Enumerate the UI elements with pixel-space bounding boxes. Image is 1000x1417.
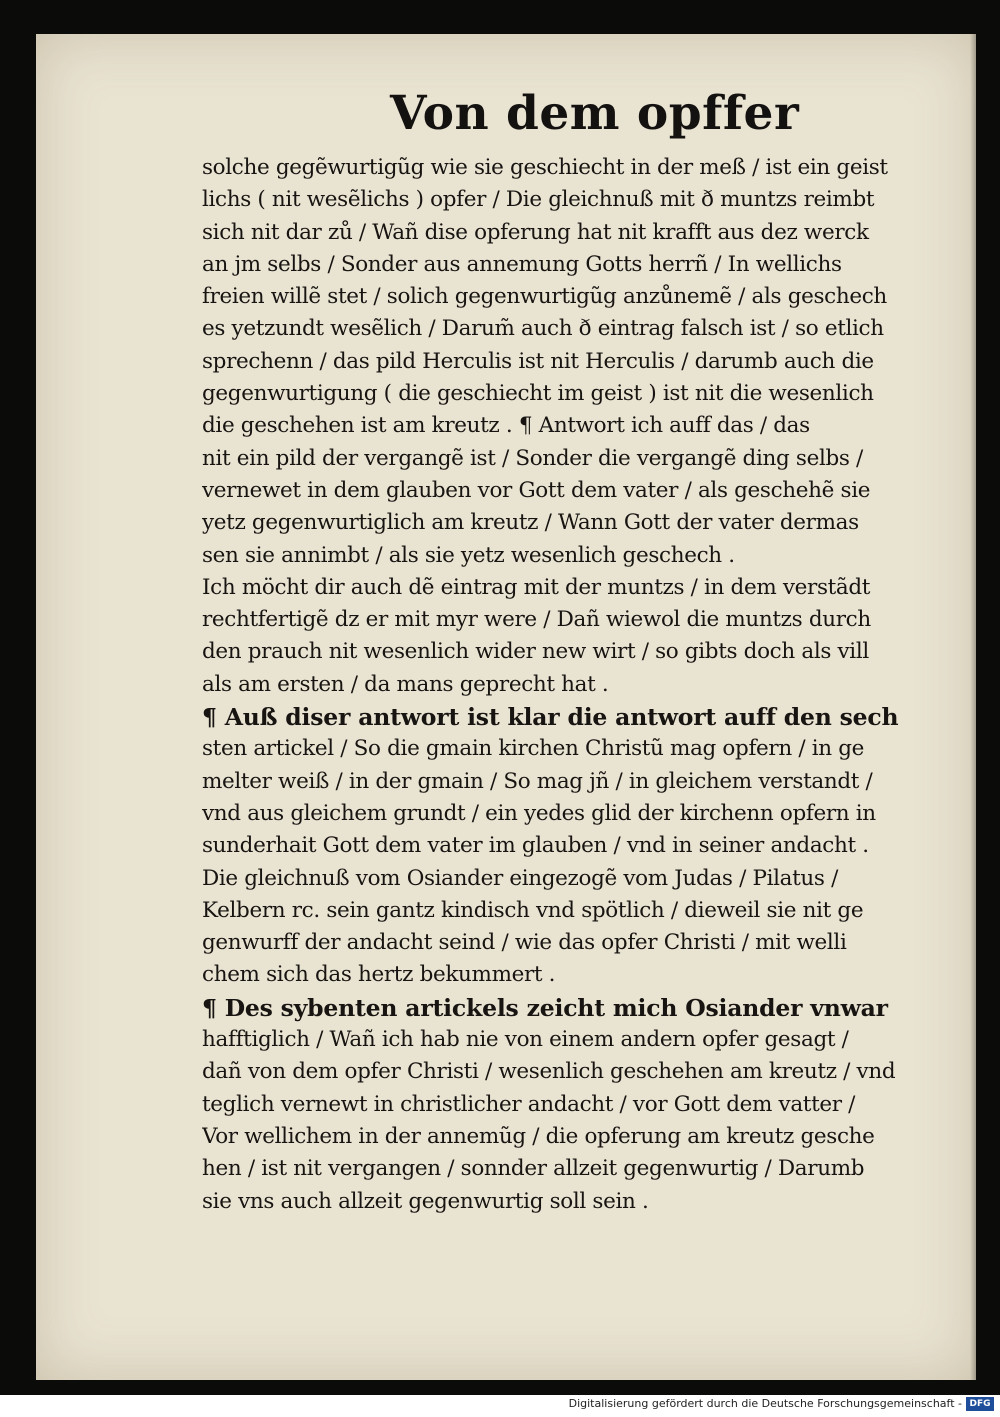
text-line: Die gleichnuß vom Osiander eingezogẽ vom Judas / Pilatus / [202, 865, 838, 891]
text-line: sunderhait Gott dem vater im glauben / vnd in seiner andacht . [202, 833, 869, 859]
text-line: sen sie annimbt / als sie yetz wesenlich geschech . [202, 542, 735, 568]
text-line: vernewet in dem glauben vor Gott dem vater / als geschehẽ sie [202, 477, 871, 503]
dfg-logo: DFG [966, 1397, 994, 1411]
text-line: hen / ist nit vergangen / sonnder allzeit gegenwurtig / Darumb [202, 1156, 865, 1182]
text-line: vnd aus gleichem grundt / ein yedes glid der kirchenn opfern in [202, 800, 876, 826]
text-line: solche gegẽwurtigũg wie sie geschiecht in der meß / ist ein geist [202, 155, 888, 180]
text-line: die geschehen ist am kreutz . ¶ Antwort ich auff das / das [202, 413, 810, 439]
text-line: Kelbern rc. sein gantz kindisch vnd spötlich / dieweil sie nit ge [202, 897, 864, 923]
text-line: lichs ( nit wesẽlichs ) opfer / Die gleichnuß mit ð muntzs reimbt [202, 187, 875, 213]
text-line: sie vns auch allzeit gegenwurtig soll sein . [202, 1188, 649, 1214]
text-line: hafftiglich / Wañ ich hab nie von einem andern opfer gesagt / [202, 1027, 849, 1053]
text-line: sich nit dar zů / Wañ dise opferung hat nit krafft aus dez werck [202, 219, 869, 245]
running-head: Von dem opffer [390, 86, 800, 141]
text-line: es yetzundt wesẽlich / Darum̃ auch ð eintrag falsch ist / so etlich [202, 316, 884, 342]
text-line: Vor wellichem in der annemũg / die opferung am kreutz gesche [202, 1123, 875, 1149]
text-line: den prauch nit wesenlich wider new wirt / so gibts doch als vill [202, 639, 869, 665]
text-line: chem sich das hertz bekummert . [202, 962, 556, 988]
text-line: sprechenn / das pild Herculis ist nit Herculis / darumb auch die [202, 348, 874, 374]
text-line: dañ von dem opfer Christi / wesenlich geschehen am kreutz / vnd [202, 1059, 896, 1085]
text-line: sten artickel / So die gmain kirchen Christũ mag opfern / in ge [202, 736, 865, 762]
digitization-credit: Digitalisierung gefördert durch die Deutsche Forschungsgemeinschaft - [568, 1397, 962, 1410]
text-line: yetz gegenwurtiglich am kreutz / Wann Gott der vater dermas [202, 510, 859, 536]
text-line: Ich möcht dir auch dẽ eintrag mit der muntzs / in dem verstãdt [202, 574, 871, 600]
text-line: melter weiß / in der gmain / So mag jñ / in gleichem verstandt / [202, 768, 873, 794]
text-line: an jm selbs / Sonder aus annemung Gotts herrñ / In wellichs [202, 251, 842, 277]
text-line: nit ein pild der vergangẽ ist / Sonder die vergangẽ ding selbs / [202, 445, 863, 471]
text-line: rechtfertigẽ dz er mit myr were / Dañ wiewol die muntzs durch [202, 607, 871, 633]
body-text [202, 152, 942, 1218]
text-line: gegenwurtigung ( die geschiecht im geist ) ist nit die wesenlich [202, 381, 874, 407]
section-heading-line: ¶ Auß diser antwort ist klar die antwort auff den sech [202, 703, 899, 732]
text-line: als am ersten / da mans geprecht hat . [202, 671, 609, 697]
text-line: genwurff der andacht seind / wie das opfer Christi / mit welli [202, 930, 847, 956]
section-heading-line: ¶ Des sybenten artickels zeicht mich Osiander vnwar [202, 993, 888, 1022]
text-line: teglich vernewt in christlicher andacht / vor Gott dem vatter / [202, 1091, 856, 1117]
text-line: freien willẽ stet / solich gegenwurtigũg anzůnemẽ / als geschech [202, 284, 887, 310]
